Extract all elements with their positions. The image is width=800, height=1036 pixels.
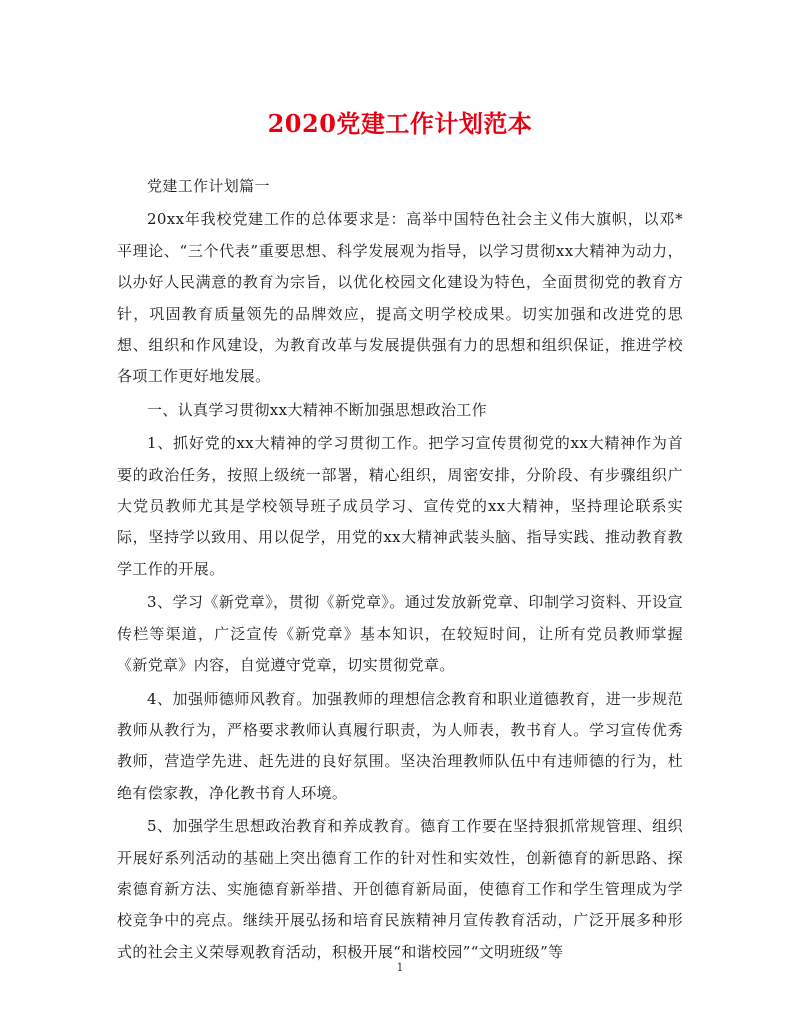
document-title: 2020党建工作计划范本 xyxy=(267,109,533,138)
document-body xyxy=(117,171,683,970)
page-number: 1 xyxy=(396,961,404,974)
section-heading-study-spirit: 一、认真学习贯彻xx大精神不断加强思想政治工作 xyxy=(147,400,487,419)
paragraph-item-1: 1、抓好党的xx大精神的学习贯彻工作。把学习宣传贯彻党的xx大精神作为首要的政治任务，按照上级统一部署，精心组织，周密安排，分阶段、有步骤组织广大党员教师尤其是学校领导班子成员学习、宣传党的xx大精神，坚持理论联系实际，坚持学以致用、用以促学，用党的xx大精神武装头脑、指导实践、推动教育教学工作的开展。 xyxy=(117,434,683,578)
paragraph-item-5: 5、加强学生思想政治教育和养成教育。德育工作要在坚持狠抓常规管理、组织开展好系列活动的基础上突出德育工作的针对性和实效性，创新德育的新思路、探索德育新方法、实施德育新举措、开创德育新局面，使德育工作和学生管理成为学校竞争中的亮点。继续开展弘扬和培育民族精神月宣传教育活动，广泛开展多种形式的社会主义荣辱观教育活动，积极开展“和谐校园”“文明班级”等 xyxy=(117,817,683,961)
paragraph-item-3: 3、学习《新党章》，贯彻《新党章》。通过发放新党章、印制学习资料、开设宣传栏等渠道，广泛宣传《新党章》基本知识，在较短时间，让所有党员教师掌握《新党章》内容，自觉遵守党章，切实贯彻党章。 xyxy=(117,593,683,675)
paragraph-item-4: 4、加强师德师风教育。加强教师的理想信念教育和职业道德教育，进一步规范教师从教行为，严格要求教师认真履行职责，为人师表，教书育人。学习宣传优秀教师，营造学先进、赶先进的良好氛围。坚决治理教师队伍中有违师德的行为，杜绝有偿家教，净化教书育人环境。 xyxy=(117,689,683,802)
paragraph-overall-requirements: 20xx年我校党建工作的总体要求是：高举中国特色社会主义伟大旗帜，以邓*平理论、“三个代表”重要思想、科学发展观为指导，以学习贯彻xx大精神为动力，以办好人民满意的教育为宗旨，以优化校园文化建设为特色，全面贯彻党的教育方针，巩固教育质量领先的品牌效应，提高文明学校成果。切实加强和改进党的思想、组织和作风建设，为教育改革与发展提供强有力的思想和组织保证，推进学校各项工作更好地发展。 xyxy=(117,210,683,386)
section-heading-plan-one: 党建工作计划篇一 xyxy=(147,177,270,195)
